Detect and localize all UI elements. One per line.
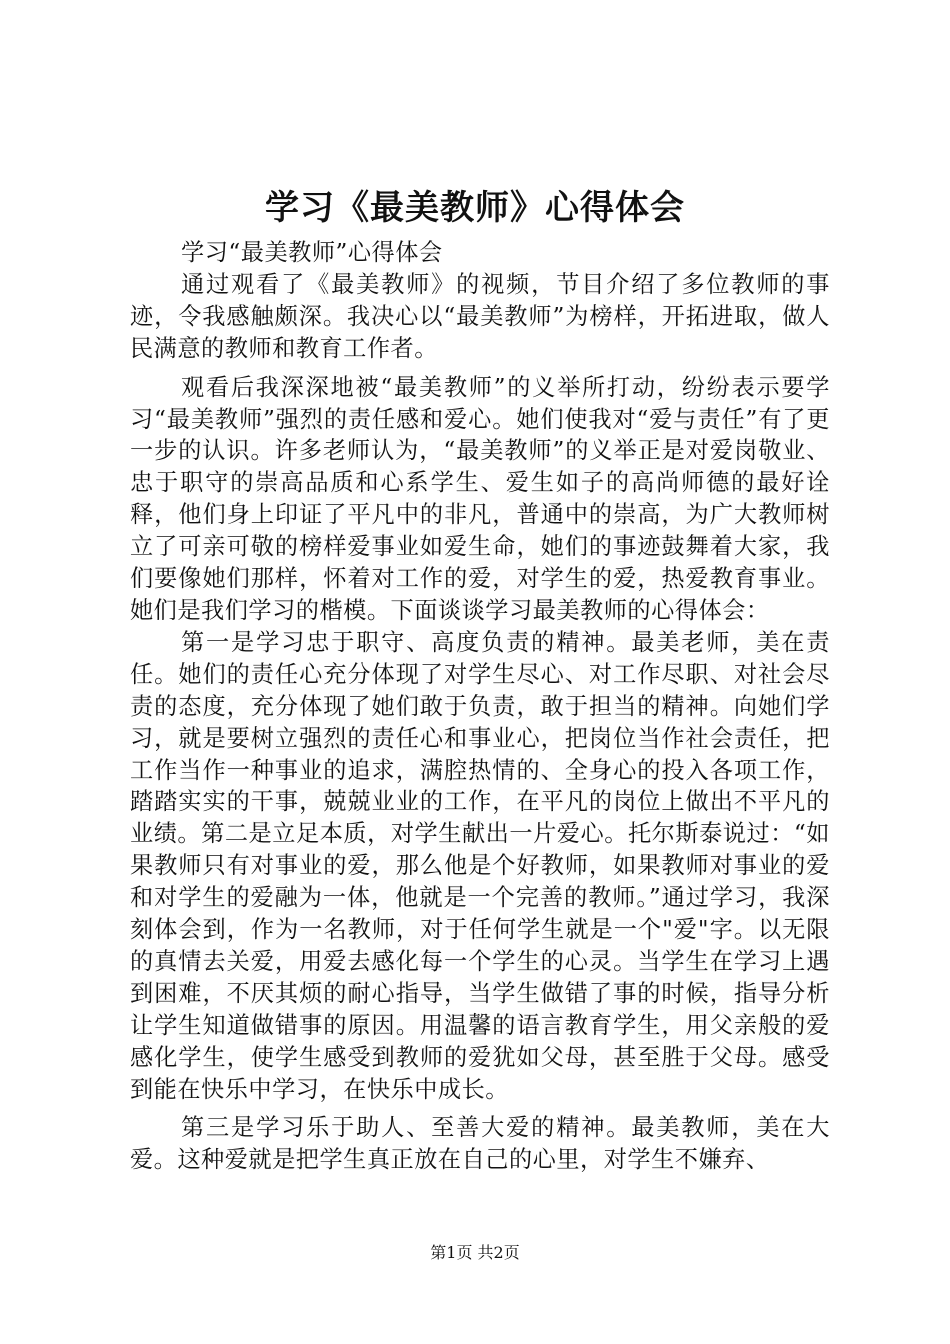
- document-title: 学习《最美教师》心得体会: [265, 188, 685, 228]
- page-indicator: 第1页 共2页: [430, 1243, 520, 1262]
- paragraph-2: 观看后我深深地被“最美教师”的义举所打动，纷纷表示要学习“最美教师”强烈的责任感和爱心。她们使我对“爱与责任”有了更一步的认识。许多老师认为，“最美教师”的义举正是对爱岗敬业、忠于职守的崇高品质和心系学生、爱生如子的高尚师德的最好诠释，他们身上印证了平凡中的非凡，普通中的崇高，为广大教师树立了可亲可敬的榜样爱事业如爱生命，她们的事迹鼓舞着大家，我们要像她们那样，怀着对工作的爱，对学生的爱，热爱教育事业。她们是我们学习的楷模。下面谈谈学习最美教师的心得体会：: [130, 373, 830, 624]
- paragraph-subtitle: 学习“最美教师”心得体会: [181, 239, 443, 266]
- document-body: [130, 237, 830, 1176]
- paragraph-3: 第一是学习忠于职守、高度负责的精神。最美老师，美在责任。她们的责任心充分体现了对学生尽心、对工作尽职、对社会尽责的态度，充分体现了她们敢于负责，敢于担当的精神。向她们学习，就是要树立强烈的责任心和事业心，把岗位当作社会责任，把工作当作一种事业的追求，满腔热情的、全身心的投入各项工作，踏踏实实的干事，兢兢业业的工作，在平凡的岗位上做出不平凡的业绩。第二是立足本质，对学生献出一片爱心。托尔斯泰说过：“如果教师只有对事业的爱，那么他是个好教师，如果教师对事业的爱和对学生的爱融为一体，他就是一个完善的教师。”通过学习，我深刻体会到，作为一名教师，对于任何学生就是一个"爱"字。以无限的真情去关爱，用爱去感化每一个学生的心灵。当学生在学习上遇到困难，不厌其烦的耐心指导，当学生做错了事的时候，指导分析让学生知道做错事的原因。用温馨的语言教育学生，用父亲般的爱感化学生，使学生感受到教师的爱犹如父母，甚至胜于父母。感受到能在快乐中学习，在快乐中成长。: [130, 628, 830, 1103]
- page-footer: [0, 1242, 950, 1264]
- paragraph-1: 通过观看了《最美教师》的视频，节目介绍了多位教师的事迹，令我感触颇深。我决心以“最美教师”为榜样，开拓进取，做人民满意的教师和教育工作者。: [130, 270, 830, 362]
- paragraph-4: 第三是学习乐于助人、至善大爱的精神。最美教师，美在大爱。这种爱就是把学生真正放在自己的心里，对学生不嫌弃、: [130, 1114, 830, 1174]
